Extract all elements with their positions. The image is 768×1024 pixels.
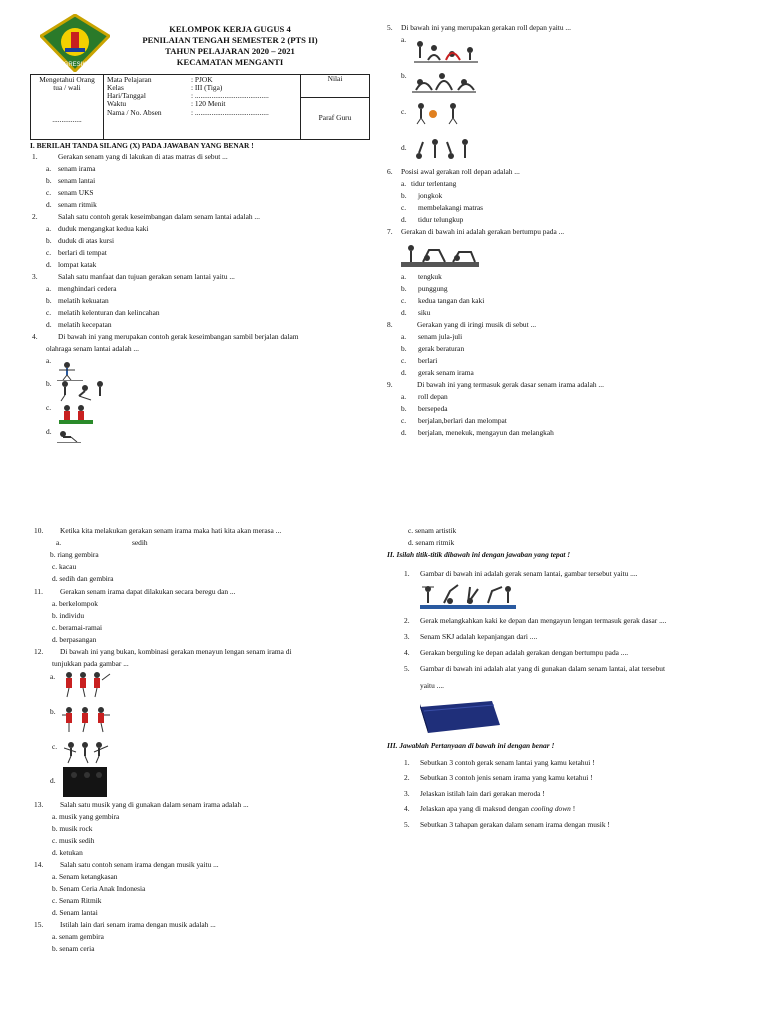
question-3: 3. Salah satu manfaat dan tujuan gerakan senam lantai yaitu ...: [32, 272, 235, 281]
q3-option-d[interactable]: d. melatih kecepatan: [46, 320, 112, 329]
q11-option-d[interactable]: d. berpasangan: [52, 635, 97, 644]
info-row: Kelas : III (Tiga): [107, 83, 223, 93]
parent-signature-cell: Mengetahui Orang tua / wali ................: [31, 75, 104, 140]
section-1-title: I. BERILAH TANDA SILANG (X) PADA JAWABAN YANG BENAR !: [30, 141, 254, 150]
gym-mat-image: [416, 699, 502, 735]
paraf-guru-label: Paraf Guru: [318, 113, 352, 122]
question-2: 2. Salah satu contoh gerak keseimbangan dalam senam lantai adalah ...: [32, 212, 260, 221]
q10-option-c[interactable]: c. kacau: [52, 562, 77, 571]
q6-option-a[interactable]: a. tidur terlentang: [401, 179, 457, 188]
question-6: 6. Posisi awal gerakan roll depan adalah ...: [387, 167, 520, 176]
q13-option-a[interactable]: a. musik yang gembira: [52, 812, 120, 821]
q10-option-d[interactable]: d. sedih dan gembira: [52, 574, 114, 583]
q8-option-d[interactable]: d. gerak senam irama: [401, 368, 474, 377]
arm-swing-a-image: [62, 670, 112, 698]
section-3-question-3: 3. Jelaskan istilah lain dari gerakan meroda !: [404, 789, 545, 798]
roll-sequence-a-image: [414, 38, 478, 64]
gymnastics-support-image: [401, 240, 479, 268]
balance-figure-c-image: [57, 404, 95, 426]
q6-option-c[interactable]: c. membelakangi matras: [401, 203, 484, 212]
q9-option-a[interactable]: a. roll depan: [401, 392, 448, 401]
question-13: 13. Salah satu musik yang di gunakan dalam senam irama adalah ...: [34, 800, 249, 809]
header-line1: KELOMPOK KERJA GUGUS 4: [169, 24, 291, 34]
roll-sequence-d-image: [413, 136, 471, 162]
q1-option-a[interactable]: a. senam irama: [46, 164, 96, 173]
question-12-line2: tunjukkan pada gambar ...: [52, 659, 129, 668]
q6-option-d[interactable]: d. tidur telungkup: [401, 215, 464, 224]
q12-option-d[interactable]: d.: [50, 776, 56, 785]
info-row: Mata Pelajaran : PJOK: [107, 75, 213, 84]
q7-option-b[interactable]: b. punggung: [401, 284, 448, 293]
q8-option-b[interactable]: b. gerak beraturan: [401, 344, 465, 353]
section-3-question-2: 2. Sebutkan 3 contoh jenis senam irama yang kamu ketahui !: [404, 773, 593, 782]
q14-option-b[interactable]: b. Senam Ceria Anak Indonesia: [52, 884, 146, 893]
question-14: 14. Salah satu contoh senam irama dengan musik yaitu ...: [34, 860, 219, 869]
header-line2: PENILAIAN TENGAH SEMESTER 2 (PTS II): [142, 35, 318, 45]
balance-figure-b-image: [57, 380, 107, 402]
nilai-label: Nilai: [301, 75, 369, 98]
info-row: Waktu : 120 Menit: [107, 99, 226, 109]
section-2-question-5: 5. Gambar di bawah ini adalah alat yang di gunakan dalam senam lantai, alat tersebut: [404, 664, 666, 673]
q5-option-c[interactable]: c.: [401, 107, 407, 116]
q2-option-c[interactable]: c. berlari di tempat: [46, 248, 107, 257]
q8-option-c[interactable]: c. berlari: [401, 356, 438, 365]
q12-option-b[interactable]: b.: [50, 707, 56, 716]
q5-option-a[interactable]: a.: [401, 35, 407, 44]
q1-option-b[interactable]: b. senam lantai: [46, 176, 96, 185]
question-1: 1. Gerakan senam yang di lakukan di atas matras di sebut ...: [32, 152, 228, 161]
q14-option-d[interactable]: d. Senam lantai: [52, 908, 98, 917]
question-10: 10. Ketika kita melakukan gerakan senam irama maka hati kita akan merasa ...: [34, 526, 282, 535]
header-line4: KECAMATAN MENGANTI: [176, 57, 284, 67]
section-3-title: III. Jawablah Pertanyaan di bawah ini dengan benar !: [387, 741, 555, 750]
q7-option-d[interactable]: d. siku: [401, 308, 431, 317]
q13-option-b[interactable]: b. musik rock: [52, 824, 93, 833]
roll-sequence-b-image: [412, 68, 476, 94]
q3-option-c[interactable]: c. melatih kelenturan dan kelincahan: [46, 308, 160, 317]
info-row: Nama / No. Absen : ........................................: [107, 107, 269, 117]
q4-option-a[interactable]: a.: [46, 357, 83, 381]
q15-option-a[interactable]: a. senam gembira: [52, 932, 104, 941]
section-2-question-2: 2. Gerak melangkahkan kaki ke depan dan mengayun lengan termasuk gerak dasar ....: [404, 616, 667, 625]
q15-option-b[interactable]: b. senam ceria: [52, 944, 95, 953]
section-3-question-5: 5. Sebutkan 3 tahapan gerakan dalam senam irama dengan musik !: [404, 820, 610, 829]
info-row: Hari/Tanggal : ........................................: [107, 91, 269, 101]
q11-option-c[interactable]: c. beramai-ramai: [52, 623, 103, 632]
q15-option-d[interactable]: d. senam ritmik: [408, 538, 455, 547]
school-logo: [40, 14, 110, 72]
q8-option-a[interactable]: a. senam jula-juli: [401, 332, 463, 341]
section-3-question-4: 4. Jelaskan apa yang di maksud dengan cooling down !: [404, 804, 576, 813]
q11-option-a[interactable]: a. berkelompok: [52, 599, 98, 608]
q2-option-d[interactable]: d. lompat katak: [46, 260, 97, 269]
question-5: 5. Di bawah ini yang merupakan gerakan roll depan yaitu ...: [387, 23, 571, 32]
q14-option-c[interactable]: c. Senam Ritmik: [52, 896, 102, 905]
section-2-question-5-line2: yaitu ....: [420, 681, 445, 690]
q3-option-b[interactable]: b. melatih kekuatan: [46, 296, 109, 305]
balance-figure-a-image: [57, 361, 83, 381]
question-4-line2: olahraga senam lantai adalah ...: [46, 344, 139, 353]
q14-option-a[interactable]: a. Senam ketangkasan: [52, 872, 118, 881]
q9-option-c[interactable]: c. berjalan,berlari dan melompat: [401, 416, 507, 425]
q12-option-c[interactable]: c.: [52, 742, 58, 751]
q9-option-d[interactable]: d. berjalan, menekuk, mengayun dan melangkah: [401, 428, 554, 437]
q12-option-a[interactable]: a.: [50, 672, 56, 681]
q7-option-a[interactable]: a. tengkuk: [401, 272, 442, 281]
section-2-title: II. Isilah titik-titik dibawah ini dengan jawaban yang tepat !: [387, 550, 571, 559]
q5-option-b[interactable]: b.: [401, 71, 407, 80]
q1-option-d[interactable]: d. senam ritmik: [46, 200, 97, 209]
question-4: 4. Di bawah ini yang merupakan contoh gerak keseimbangan sambil berjalan dalam: [32, 332, 299, 341]
q2-option-b[interactable]: b. duduk di atas kursi: [46, 236, 115, 245]
q4-option-c[interactable]: c.: [46, 404, 95, 426]
q2-option-a[interactable]: a. duduk mengangkat kedua kaki: [46, 224, 149, 233]
roll-sequence-c-image: [413, 100, 463, 126]
question-15: 15. Istilah lain dari senam irama dengan musik adalah ...: [34, 920, 216, 929]
section-2-question-4: 4. Gerakan berguling ke depan adalah gerakan dengan bertumpu pada ....: [404, 648, 629, 657]
arm-swing-c-image: [64, 740, 114, 764]
q9-option-b[interactable]: b. bersepeda: [401, 404, 448, 413]
arm-swing-b-image: [62, 705, 112, 733]
svg-text:GRESIK: GRESIK: [63, 62, 87, 68]
q3-option-a[interactable]: a. menghindari cedera: [46, 284, 117, 293]
section-2-question-3: 3. Senam SKJ adalah kepanjangan dari ....: [404, 632, 538, 641]
student-info-cell: [104, 75, 301, 140]
q4-option-d[interactable]: d.: [46, 428, 81, 444]
question-12: 12. Di bawah ini yang bukan, kombinasi gerakan menayun lengan senam irama di: [34, 647, 292, 656]
q11-option-b[interactable]: b. individu: [52, 611, 85, 620]
score-cell: [301, 75, 370, 140]
identity-table: [30, 74, 370, 140]
q5-option-d[interactable]: d.: [401, 143, 407, 152]
q13-option-d[interactable]: d. ketukan: [52, 848, 83, 857]
q4-option-b[interactable]: b.: [46, 380, 107, 402]
q10-option-b[interactable]: b. riang gembira: [50, 550, 99, 559]
question-7: 7. Gerakan di bawah ini adalah gerakan bertumpu pada ...: [387, 227, 565, 236]
q15-option-c[interactable]: c. senam artistik: [408, 526, 457, 535]
section-2-question-1: 1. Gambar di bawah ini adalah gerak senam lantai, gambar tersebut yaitu ....: [404, 569, 638, 578]
section-3-question-1: 1. Sebutkan 3 contoh gerak senam lantai yang kamu ketahui !: [404, 758, 595, 767]
arm-swing-d-image: [63, 767, 107, 797]
q1-option-c[interactable]: c. senam UKS: [46, 188, 94, 197]
cartwheel-sequence-image: [420, 583, 516, 611]
q7-option-c[interactable]: c. kedua tangan dan kaki: [401, 296, 485, 305]
header-line3: TAHUN PELAJARAN 2020 – 2021: [165, 46, 295, 56]
q13-option-c[interactable]: c. musik sedih: [52, 836, 95, 845]
balance-figure-d-image: [57, 428, 81, 444]
question-11: 11. Gerakan senam irama dapat dilakukan secara beregu dan ...: [34, 587, 236, 596]
header-titles: [110, 24, 350, 68]
question-8: 8. Gerakan yang di iringi musik di sebut ...: [387, 320, 537, 329]
q10-option-a[interactable]: a. sedih: [56, 538, 148, 547]
q6-option-b[interactable]: b. jongkok: [401, 191, 443, 200]
question-9: 9. Di bawah ini yang termasuk gerak dasar senam irama adalah ...: [387, 380, 604, 389]
